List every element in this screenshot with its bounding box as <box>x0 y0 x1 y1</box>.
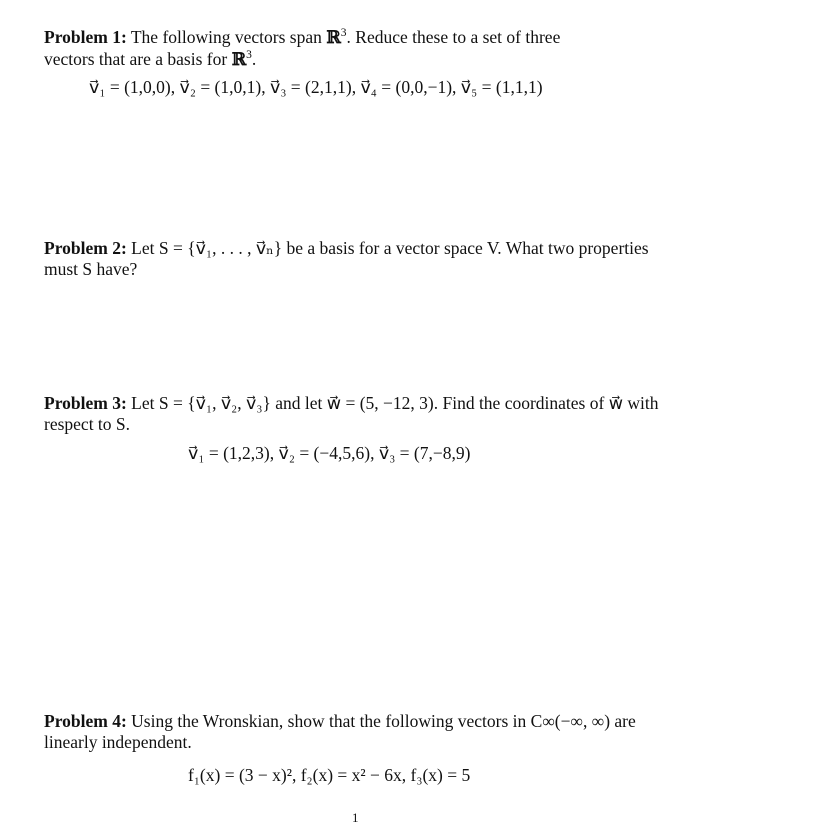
page-number: 1 <box>352 810 359 825</box>
reals-exponent-2: 3 <box>246 49 252 62</box>
problem-3 <box>44 393 684 435</box>
problem-1-text-d: . <box>251 49 257 69</box>
reals-exponent: 3 <box>340 27 347 40</box>
problem-1-text-a: The following vectors span <box>130 27 327 47</box>
problem-2 <box>44 238 684 280</box>
reals-symbol: ℝ <box>326 28 341 48</box>
problem-4-label: Problem 4: <box>44 711 127 731</box>
problem-4-text: Using the Wronskian, show that the following vectors in C∞(−∞, ∞) are linearly independent. <box>44 711 636 752</box>
reals-symbol-2: ℝ <box>231 50 247 70</box>
problem-3-text: Let S = {v⃗₁, v⃗₂, v⃗₃} and let w⃗ = (5, −12, 3). Find the coordinates of w⃗ with respect to S. <box>44 393 659 434</box>
problem-1-label: Problem 1: <box>44 27 127 47</box>
problem-1-equation: v⃗₁ = (1,0,0), v⃗₂ = (1,0,1), v⃗₃ = (2,1,1), v⃗₄ = (0,0,−1), v⃗₅ = (1,1,1) <box>89 77 543 97</box>
problem-3-equation: v⃗₁ = (1,2,3), v⃗₂ = (−4,5,6), v⃗₃ = (7,−8,9) <box>188 443 471 463</box>
problem-4-equation: f₁(x) = (3 − x)², f₂(x) = x² − 6x, f₃(x) = 5 <box>188 765 471 785</box>
problem-2-text: Let S = {v⃗₁, . . . , v⃗ₙ} be a basis for a vector space V. What two properties must S have? <box>44 238 649 279</box>
problem-3-label: Problem 3: <box>44 393 127 413</box>
problem-1-text-b: . Reduce these to a set of three <box>346 27 561 47</box>
problem-1 <box>44 27 684 71</box>
problem-2-label: Problem 2: <box>44 238 127 258</box>
problem-1-text-c: vectors that are a basis for <box>44 49 232 69</box>
problem-4 <box>44 711 684 753</box>
